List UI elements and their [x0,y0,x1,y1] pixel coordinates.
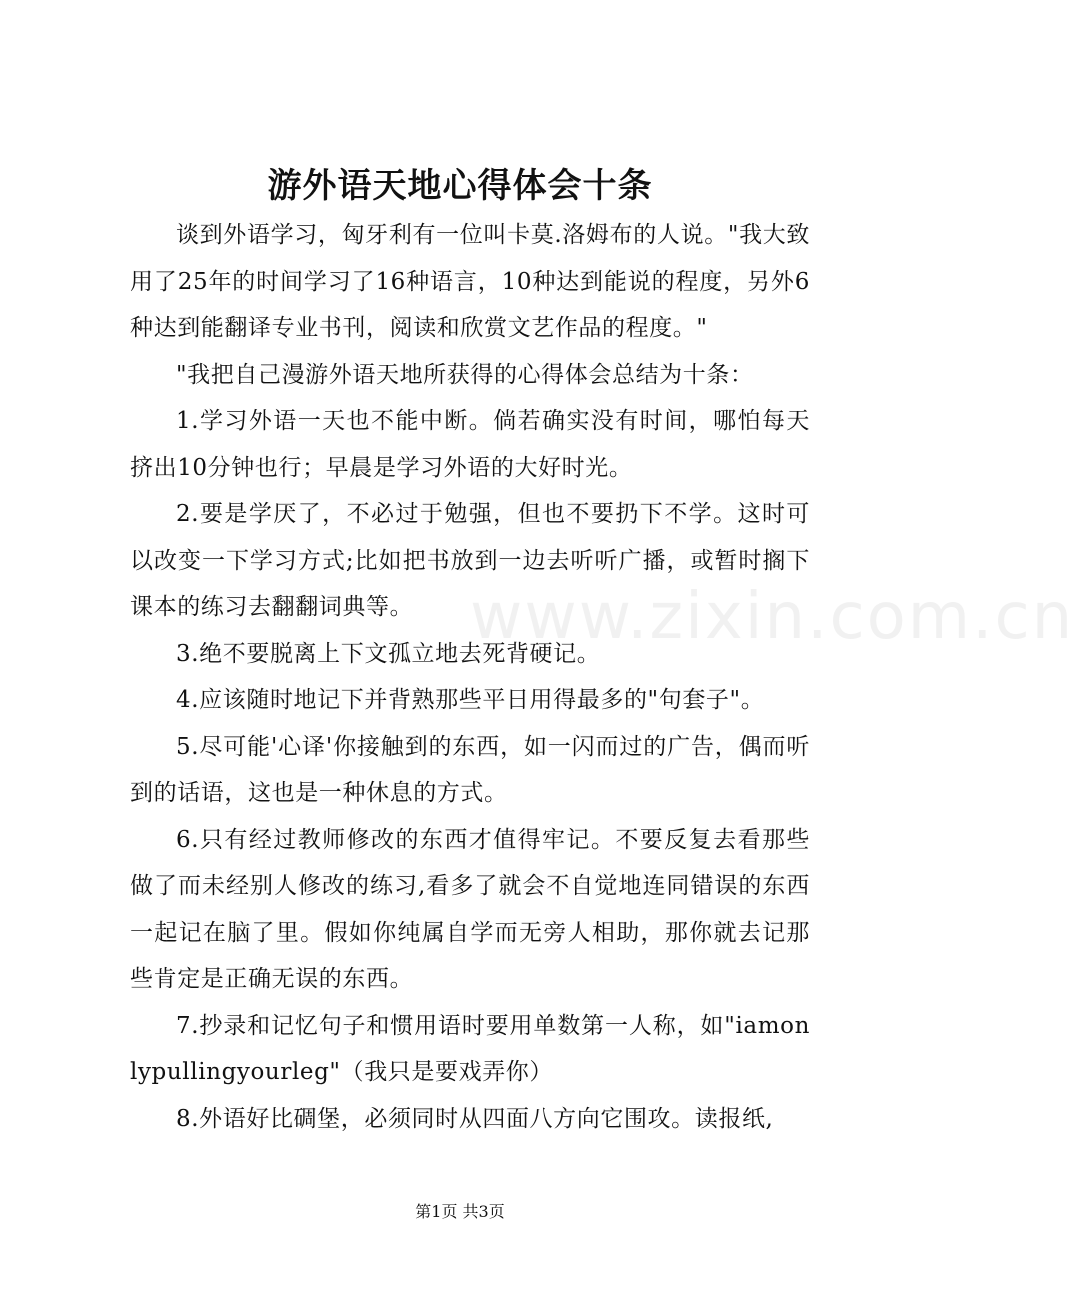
document-body [130,212,810,1142]
page-footer: 第1页 共3页 [415,1202,505,1221]
paragraph-8: 6.只有经过教师修改的东西才值得牢记。不要反复去看那些做了而未经别人修改的练习,看多了就会不自觉地连同错误的东西一起记在脑了里。假如你纯属自学而无旁人相助，那你就去记那些肯定是正确无误的东西。 [130,826,810,992]
paragraph-3: 1.学习外语一天也不能中断。倘若确实没有时间，哪怕每天挤出10分钟也行；早晨是学习外语的大好时光。 [130,408,810,481]
paragraph-4: 2.要是学厌了，不必过于勉强，但也不要扔下不学。这时可以改变一下学习方式;比如把书放到一边去听听广播，或暂时搁下课本的练习去翻翻词典等。 [130,501,810,620]
watermark: www.zixin.com.cn [470,580,1074,654]
paragraph-5: 3.绝不要脱离上下文孤立地去死背硬记。 [176,640,601,667]
paragraph-7: 5.尽可能'心译'你接触到的东西，如一闪而过的广告，偶而听到的话语，这也是一种休息的方式。 [130,733,810,806]
paragraph-1: 谈到外语学习，匈牙利有一位叫卡莫.洛姆布的人说。"我大致用了25年的时间学习了16种语言，10种达到能说的程度，另外6种达到能翻译专业书刊，阅读和欣赏文艺作品的程度。" [130,222,810,341]
document-title: 游外语天地心得体会十条 [267,166,653,206]
paragraph-10: 8.外语好比碉堡，必须同时从四面八方向它围攻。读报纸, [176,1105,774,1132]
paragraph-6: 4.应该随时地记下并背熟那些平日用得最多的"句套子"。 [176,687,765,713]
paragraph-2: "我把自己漫游外语天地所获得的心得体会总结为十条： [176,361,754,388]
paragraph-9: 7.抄录和记忆句子和惯用语时要用单数第一人称，如"iamonlypullingyourleg"（我只是要戏弄你） [130,1012,810,1085]
